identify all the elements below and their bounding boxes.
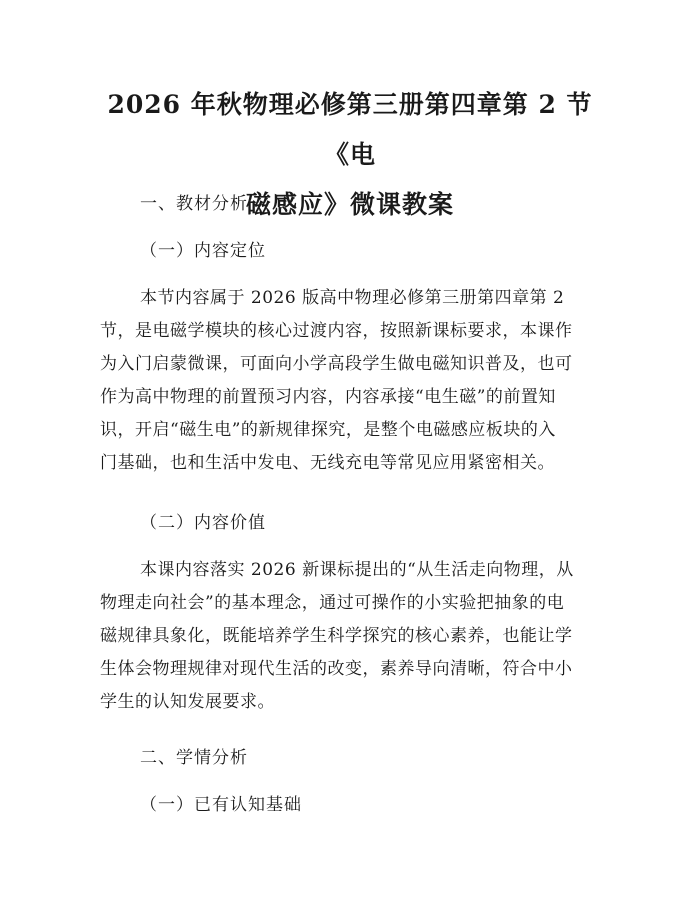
- title-line: 磁感应》微课教案: [245, 190, 454, 219]
- subsection-heading-prior-knowledge: （一）已有认知基础: [140, 795, 302, 815]
- paragraph-line: 门基础，也和生活中发电、无线充电等常见应用紧密相关。: [100, 453, 555, 473]
- title-line: 2026 年秋物理必修第三册第四章第 2 节《电: [107, 90, 593, 169]
- subsection-heading-content-positioning: （一）内容定位: [140, 241, 266, 261]
- paragraph-line: 识，开启“磁生电”的新规律探究，是整个电磁感应板块的入: [100, 420, 556, 440]
- section-heading-textbook-analysis: 一、教材分析: [140, 194, 248, 214]
- paragraph-line: 作为高中物理的前置预习内容，内容承接“电生磁”的前置知: [100, 387, 556, 407]
- paragraph-line: 学生的认知发展要求。: [100, 692, 275, 712]
- paragraph-line: 磁规律具象化，既能培养学生科学探究的核心素养，也能让学: [100, 626, 573, 646]
- paragraph-line: 物理走向社会”的基本理念，通过可操作的小实验把抽象的电: [100, 593, 565, 613]
- subsection-heading-content-value: （二）内容价值: [140, 513, 266, 533]
- paragraph-content-value: [100, 554, 600, 719]
- section-heading-learner-analysis: 二、学情分析: [140, 748, 248, 768]
- paragraph-content-positioning: [100, 282, 600, 480]
- paragraph-line: 本节内容属于 2026 版高中物理必修第三册第四章第 2: [140, 288, 565, 308]
- paragraph-line: 为入门启蒙微课，可面向小学高段学生做电磁知识普及，也可: [100, 354, 573, 374]
- paragraph-line: 节，是电磁学模块的核心过渡内容，按照新课标要求，本课作: [100, 321, 573, 341]
- paragraph-line: 本课内容落实 2026 新课标提出的“从生活走向物理，从: [140, 560, 574, 580]
- paragraph-line: 生体会物理规律对现代生活的改变，素养导向清晰，符合中小: [100, 659, 573, 679]
